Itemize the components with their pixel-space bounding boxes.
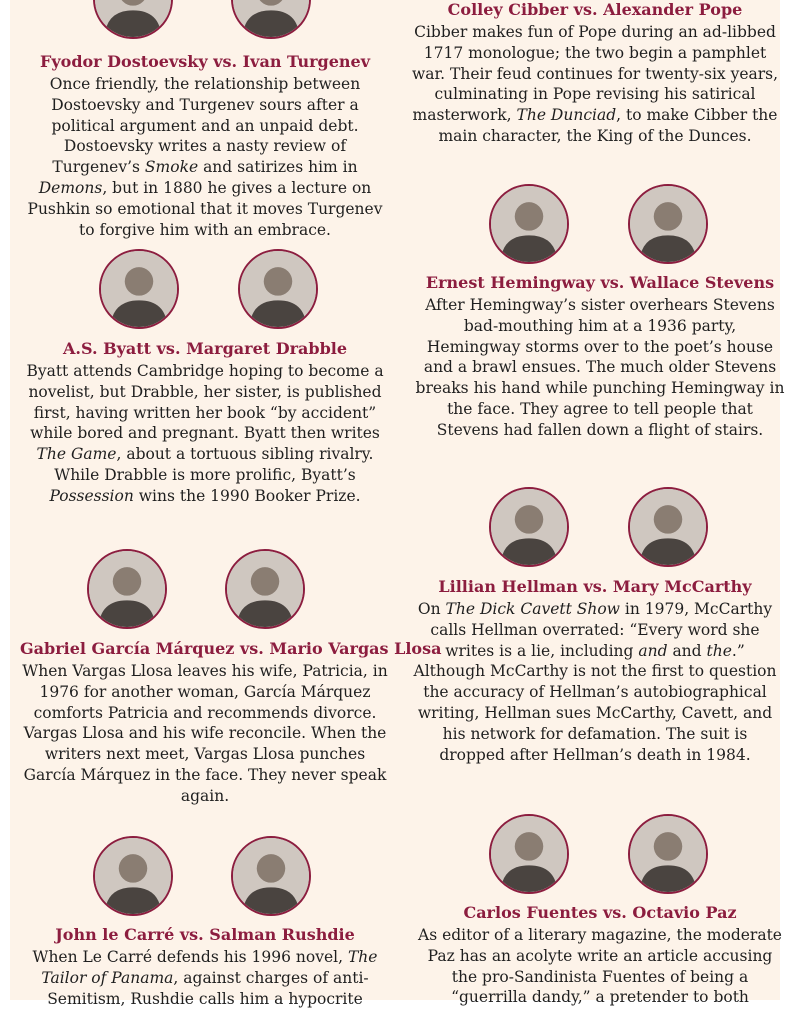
feud-description [20, 361, 390, 507]
body-text: When Le Carré defends his 1996 novel, [32, 948, 348, 966]
feud-garcia-marquez-vargas-llosa [20, 639, 442, 807]
italic-title-text: Possession [49, 486, 134, 505]
vargas-llosa-portrait-icon [225, 549, 305, 629]
italic-title-text: Smoke [144, 158, 199, 177]
fuentes-portrait-icon [489, 814, 569, 894]
feud-title: Colley Cibber vs. Alexander Pope [447, 0, 743, 19]
body-text: and [667, 641, 707, 660]
feud-title: John le Carré vs. Salman Rushdie [55, 925, 355, 944]
body-text: , against charges of anti-Semitism, Rushdie calls him a hypocrite [47, 968, 369, 1008]
italic-title-text: and [638, 641, 668, 660]
body-text: On [417, 600, 446, 618]
hemingway-portrait-icon [489, 184, 569, 264]
body-text: After Hemingway’s sister overhears Stevens bad-mouthing him at a 1936 party, Hemingway storms over to the poet’s house and a brawl ensues. The much older Stevens breaks his hand while punching Hemingway in the face. They agree to tell people that Stevens had fallen down a flight of stairs. [415, 296, 785, 439]
body-text: , but in 1880 he gives a lecture on Pushkin so emotional that it moves Turgenev to forgive him with an embrace. [27, 178, 383, 239]
le-carre-portrait-icon [93, 836, 173, 916]
italic-title-text: The Tailor of Panama [41, 948, 378, 987]
paz-portrait-icon [628, 814, 708, 894]
feud-title: Gabriel García Márquez vs. Mario Vargas Llosa [20, 639, 442, 658]
drabble-portrait-icon [238, 249, 318, 329]
feud-description [410, 22, 780, 147]
body-text: , about a tortuous sibling rivalry. While Drabble is more prolific, Byatt’s [54, 445, 374, 484]
feud-description [20, 74, 390, 240]
feud-description [415, 295, 785, 441]
body-text: Once friendly, the relationship between Dostoevsky and Turgenev sours after a political argument and an unpaid debt. Dostoevsky writes a nasty review of Turgenev’s [49, 75, 361, 177]
body-text: As editor of a literary magazine, the moderate Paz has an acolyte write an article accusing the pro-Sandinista Fuentes of being a “guerrilla dandy,” a pretender to both [418, 926, 782, 1007]
feud-byatt-drabble [20, 339, 390, 507]
feud-description [20, 661, 390, 807]
feud-title: A.S. Byatt vs. Margaret Drabble [62, 339, 348, 358]
stevens-portrait-icon [628, 184, 708, 264]
body-text: and satirizes him in [198, 158, 358, 177]
body-text: Cibber makes fun of Pope during an ad-libbed 1717 monologue; the two begin a pamphlet war. Their feud continues for twenty-six years, culminating in Pope revising his satirical masterwork, [411, 23, 779, 125]
body-text: wins the 1990 Booker Prize. [133, 486, 361, 505]
feud-title: Carlos Fuentes vs. Octavio Paz [463, 903, 737, 922]
feud-fuentes-paz [415, 903, 785, 1008]
feud-title: Ernest Hemingway vs. Wallace Stevens [425, 273, 775, 292]
byatt-portrait-icon [99, 249, 179, 329]
feud-cibber-pope [410, 0, 780, 147]
italic-title-text: The Dunciad [516, 106, 617, 125]
feud-description [415, 925, 785, 1008]
italic-title-text: The Game [36, 445, 117, 464]
body-text: Byatt attends Cambridge hoping to become a novelist, but Drabble, her sister, is published first, having written her book “by accident” while bored and pregnant. Byatt then writes [26, 362, 384, 443]
italic-title-text: the [706, 641, 732, 660]
body-text: When Vargas Llosa leaves his wife, Patricia, in 1976 for another woman, García Márquez comforts Patricia and recommends divorce. Vargas Llosa and his wife reconcile. When the writers next meet, Vargas Llosa punches García Márquez in the face. They never speak again. [22, 662, 388, 805]
feud-hemingway-stevens [415, 273, 785, 441]
feud-hellman-mccarthy [410, 577, 780, 765]
feud-title: Lillian Hellman vs. Mary McCarthy [438, 577, 752, 596]
feud-dostoevsky-turgenev [20, 52, 390, 240]
garcia-marquez-portrait-icon [87, 549, 167, 629]
italic-title-text: Demons [38, 178, 103, 197]
feud-title: Fyodor Dostoevsky vs. Ivan Turgenev [39, 52, 370, 71]
mccarthy-portrait-icon [628, 487, 708, 567]
rushdie-portrait-icon [231, 836, 311, 916]
hellman-portrait-icon [489, 487, 569, 567]
feud-le-carre-rushdie [20, 925, 390, 1009]
italic-title-text: The Dick Cavett Show [445, 600, 620, 618]
body-text: , to make Cibber the main character, the King of the Dunces. [438, 106, 778, 145]
feud-description [410, 599, 780, 765]
body-text: in 1979, McCarthy calls Hellman overrated: “Every word she writes is a lie, including [430, 600, 773, 660]
body-text: .” Although McCarthy is not the first to question the accuracy of Hellman’s autobiographical writing, Hellman sues McCarthy, Cavett, and his network for defamation. The suit is dropped after Hellman’s death in 1984. [413, 641, 777, 764]
